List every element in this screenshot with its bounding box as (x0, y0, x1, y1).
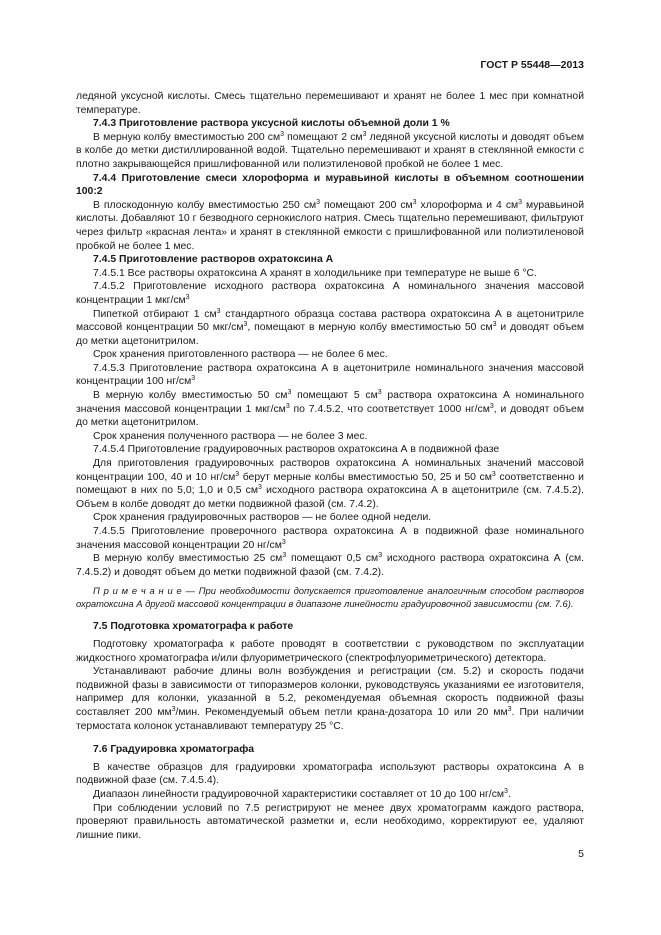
paragraph: 7.4.5.2 Приготовление исходного раствора охратоксина А номинального значения массовой концентрации 1 мкг/$см^3$ (76, 281, 584, 306)
paragraph: Диапазон линейности градуировочной характеристики составляет от 10 до 100 $нг/см^3$. (93, 787, 511, 800)
paragraph: Срок хранения градуировочных растворов — не более одной недели. (93, 512, 432, 524)
paragraph: В мерную колбу вместимостью 200 $см^3$ помещают 2 $см^3$ ледяной уксусной кислоты и доводят объем в колбе до метки дистиллированной водой. Тщательно перемешивают и хранят в стеклянной емкости с плотно закрывающейся пришлифованной или полиэтиленовой пробкой не более 1 мес. (76, 130, 584, 170)
page-content (76, 90, 584, 842)
paragraph: 7.4.5.4 Приготовление градуировочных растворов охратоксина А в подвижной фазе (93, 444, 500, 456)
page-number: 5 (578, 848, 584, 860)
section-heading-7-5: 7.5 Подготовка хроматографа к работе (93, 621, 294, 633)
paragraph: В мерную колбу вместимостью 25 $см^3$ помещают 0,5 $см^3$ исходного раствора охратоксина А (см. 7.4.5.2) и доводят объем до метки подвижной фазой (см. 7.4.2). (76, 552, 584, 578)
paragraph: Для приготовления градуировочных растворов охратоксина А номинальных значений массовой концентрации 100, 40 и 10 $нг/см^3$ берут мерные колбы вместимостью 50, 25 и 50 $см^3$ соответственно и помещают в них по 5,0; 1,0 и 0,5 $см^3$ исходного раствора охратоксина А в ацетонитриле (см. 7.4.5.2). Объем в колбе доводят до метки подвижной фазой (см. 7.4.2). (76, 458, 584, 510)
paragraph: Подготовку хроматографа к работе проводят в соответствии с руководством по эксплуатации жидкостного хроматографа и/или флуориметрического (спектрофлуориметрического) детектора. (76, 638, 584, 664)
paragraph: Устанавливают рабочие длины волн возбуждения и регистрации (см. 5.2) и скорость подачи подвижной фазы в зависимости от типоразмеров колонки, руководствуясь указаниями ее изготовителя, например для колонки, указанной в 5.2, рекомендуемая объемная скорость подвижной фазы составляет 200 $мм^3$/мин. Рекомендуемый объем петли крана-дозатора 10 или 20 $мм^3$. При наличии термостата колонок устанавливают температуру 25 °С. (76, 666, 584, 732)
section-heading-7-6: 7.6 Градуировка хроматографа (93, 744, 255, 756)
paragraph: В плоскодонную колбу вместимостью 250 $см^3$ помещают 200 $см^3$ хлороформа и 4 $см^3$ муравьиной кислоты. Добавляют 10 г безводного сернокислого натрия. Смесь тщательно перемешивают, фильтруют через фильтр «красная лента» и хранят в стеклянной емкости с пришлифованной или полиэтиленовой пробкой не более 1 мес. (76, 198, 584, 252)
paragraph: Срок хранения приготовленного раствора — не более 6 мес. (93, 349, 388, 361)
standard-header: ГОСТ Р 55448—2013 (480, 59, 584, 71)
paragraph: ледяной уксусной кислоты. Смесь тщательно перемешивают и хранят не более 1 мес при комнатной температуре. (76, 91, 584, 116)
paragraph: В мерную колбу вместимостью 50 $см^3$ помещают 5 $см^3$ раствора охратоксина А номинального значения массовой концентрации 1 мкг/$см^3$ по 7.4.5.2, что соответствует 1000 $нг/см^3$, и доводят объем до метки ацетонитрилом. (76, 389, 584, 429)
subsection-heading-7-4-5: 7.4.5 Приготовление растворов охратоксина А (93, 254, 334, 266)
paragraph: Срок хранения полученного раствора — не более 3 мес. (93, 430, 368, 442)
paragraph: В качестве образцов для градуировки хроматографа используют растворы охратоксина А в подвижной фазе (см. 7.4.5.4). (76, 761, 584, 787)
paragraph: 7.4.5.3 Приготовление раствора охратоксина А в ацетонитриле номинального значения массовой концентрации 100 $нг/см^3$ (76, 362, 584, 388)
note: П р и м е ч а н и е — При необходимости допускается приготовление аналогичным способом растворов охратоксина А другой массовой концентрации в диапазоне линейности градуировочной зависимости (см. 7.6). (76, 585, 584, 610)
paragraph: При соблюдении условий по 7.5 регистрируют не менее двух хроматограмм каждого раствора, проверяют правильность автоматической разметки и, если необходимо, корректируют ее, удаляют лишние пики. (76, 802, 584, 841)
paragraph: 7.4.5.5 Приготовление проверочного раствора охратоксина А в подвижной фазе номинального значения массовой концентрации 20 $нг/см^3$ (76, 526, 584, 551)
paragraph: 7.4.5.1 Все растворы охратоксина А хранят в холодильнике при температуре не выше 6 °С. (93, 267, 537, 279)
subsection-heading-7-4-3: 7.4.3 Приготовление раствора уксусной кислоты объемной доли 1 % (93, 118, 450, 130)
paragraph: Пипеткой отбирают 1 $см^3$ стандартного образца состава раствора охратоксина А в ацетонитриле массовой концентрации 50 мкг/$см^3$, помещают в мерную колбу вместимостью 50 $см^3$ и доводят объем до метки ацетонитрилом. (76, 307, 584, 347)
subsection-heading-7-4-4: 7.4.4 Приготовление смеси хлороформа и муравьиной кислоты в объемном соотношении 100:2 (76, 172, 584, 198)
